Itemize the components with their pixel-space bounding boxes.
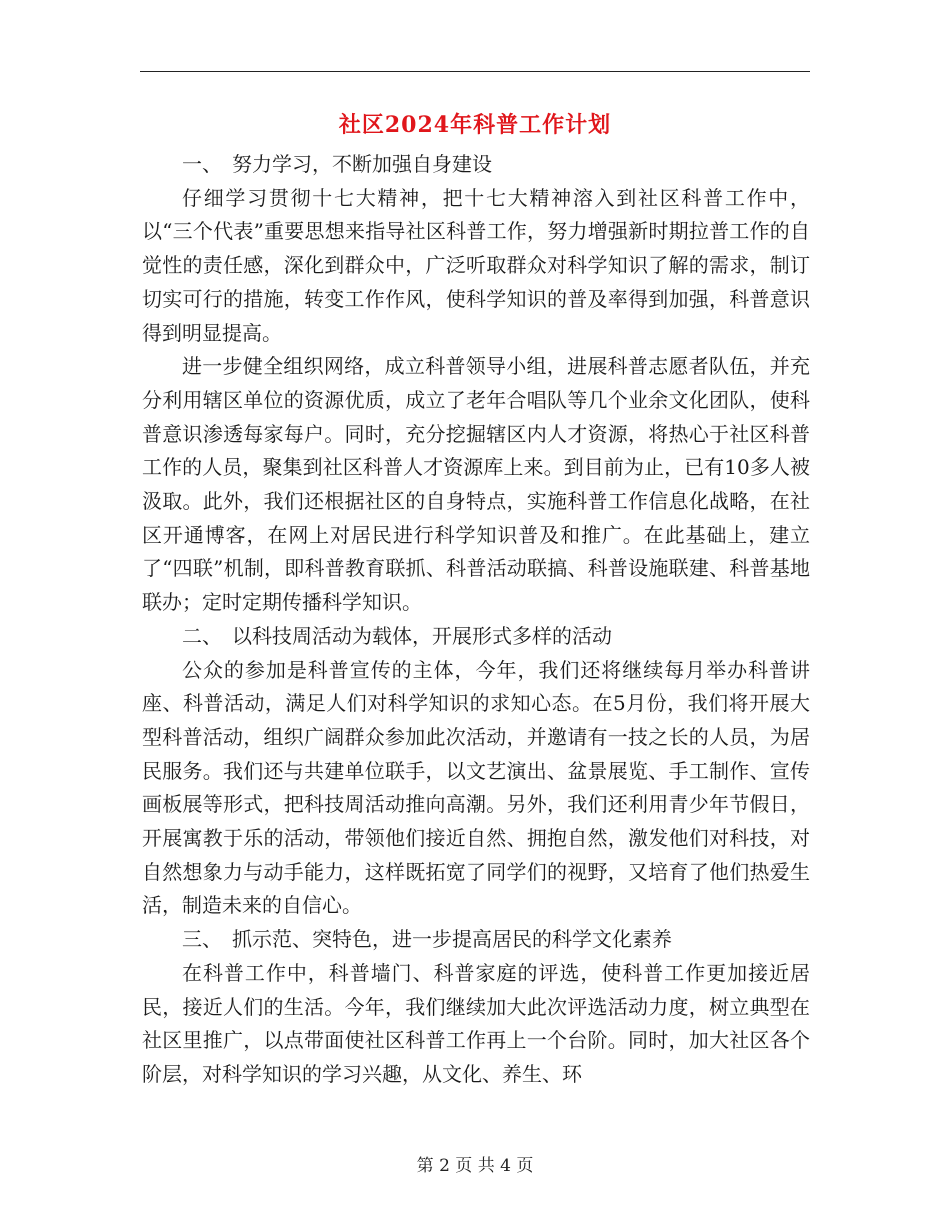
section-2-heading: 二、 以科技周活动为载体，开展形式多样的活动: [182, 623, 612, 648]
page-footer: 第 2 页 共 4 页: [416, 1156, 534, 1176]
header-rule: [140, 71, 810, 72]
section-3-heading: 三、 抓示范、突特色，进一步提高居民的科学文化素养: [182, 927, 672, 952]
section-1-paragraph-2: 进一步健全组织网络，成立科普领导小组，进展科普志愿者队伍，并充分利用辖区单位的资源优质，成立了老年合唱队等几个业余文化团队，使科普意识渗透每家每户。同时，充分挖掘辖区内人才资源，将热心于社区科普工作的人员，聚集到社区科普人才资源库上来。到目前为止，已有10多人被汲取。此外，我们还根据社区的自身特点，实施科普工作信息化战略，在社区开通博客，在网上对居民进行科学知识普及和推广。在此基础上，建立了“四联”机制，即科普教育联抓、科普活动联搞、科普设施联建、科普基地联办；定时定期传播科学知识。: [142, 354, 810, 615]
section-2-paragraph-1: 公众的参加是科普宣传的主体，今年，我们还将继续每月举办科普讲座、科普活动，满足人们对科学知识的求知心态。在5月份，我们将开展大型科普活动，组织广阔群众参加此次活动，并邀请有一技之长的人员，为居民服务。我们还与共建单位联手，以文艺演出、盆景展览、手工制作、宣传画板展等形式，把科技周活动推向高潮。另外，我们还利用青少年节假日，开展寓教于乐的活动，带领他们接近自然、拥抱自然，激发他们对科技，对自然想象力与动手能力，这样既拓宽了同学们的视野，又培育了他们热爱生活，制造未来的自信心。: [142, 657, 810, 918]
section-1-heading: 一、 努力学习，不断加强自身建设: [182, 152, 492, 176]
section-3-paragraph-1: 在科普工作中，科普墙门、科普家庭的评选，使科普工作更加接近居民，接近人们的生活。今年，我们继续加大此次评选活动力度，树立典型在社区里推广，以点带面使社区科普工作再上一个台阶。同时，加大社区各个阶层，对科学知识的学习兴趣，从文化、养生、环: [142, 960, 810, 1086]
document-title: 社区2024年科普工作计划: [338, 112, 612, 138]
section-1-paragraph-1: 仔细学习贯彻十七大精神，把十七大精神溶入到社区科普工作中，以“三个代表”重要思想来指导社区科普工作，努力增强新时期拉普工作的自觉性的责任感，深化到群众中，广泛听取群众对科学知识了解的需求，制订切实可行的措施，转变工作作风，使科学知识的普及率得到加强，科普意识得到明显提高。: [142, 185, 810, 345]
document-body: [142, 148, 810, 1092]
